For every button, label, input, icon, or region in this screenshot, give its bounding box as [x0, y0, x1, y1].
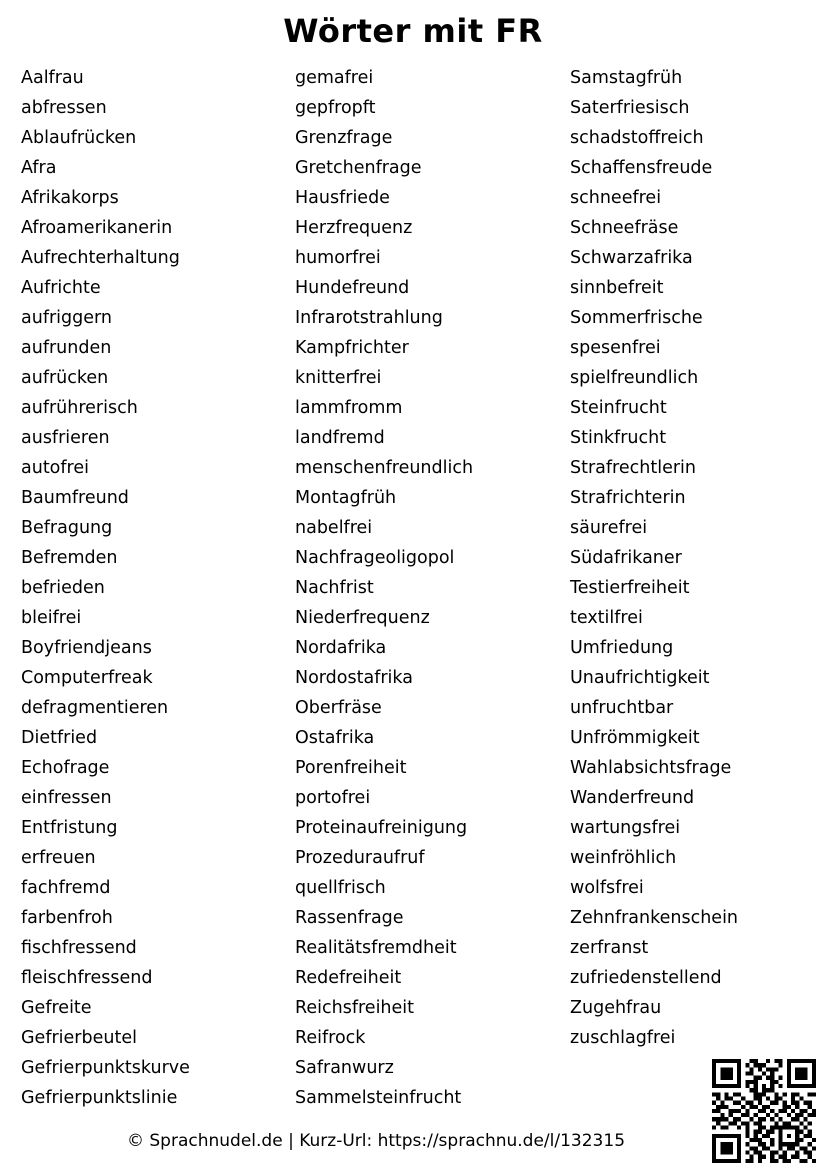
word-item: Schwarzafrika	[570, 248, 693, 268]
word-item: Hausfriede	[295, 188, 390, 208]
word-item: farbenfroh	[21, 908, 113, 928]
word-item: Strafrechtlerin	[570, 458, 696, 478]
word-item: zufriedenstellend	[570, 968, 722, 988]
word-item: zuschlagfrei	[570, 1028, 676, 1048]
page-title: Wörter mit FR	[283, 12, 543, 50]
word-item: Gefrierpunktslinie	[21, 1088, 178, 1108]
word-item: Redefreiheit	[295, 968, 402, 988]
word-item: menschenfreundlich	[295, 458, 474, 478]
word-item: erfreuen	[21, 848, 96, 868]
word-item: quellfrisch	[295, 878, 386, 898]
word-item: Befragung	[21, 518, 113, 538]
word-item: Wahlabsichtsfrage	[570, 758, 732, 778]
word-item: defragmentieren	[21, 698, 169, 718]
word-item: aufrücken	[21, 368, 109, 388]
word-item: Proteinaufreinigung	[295, 818, 468, 838]
word-item: Unfrömmigkeit	[570, 728, 700, 748]
word-item: aufrührerisch	[21, 398, 138, 418]
word-item: wartungsfrei	[570, 818, 681, 838]
word-item: Prozeduraufruf	[295, 848, 425, 868]
word-item: Kampfrichter	[295, 338, 409, 358]
word-item: Steinfrucht	[570, 398, 667, 418]
word-item: Südafrikaner	[570, 548, 682, 568]
word-item: Gretchenfrage	[295, 158, 422, 178]
word-item: sinnbefreit	[570, 278, 664, 298]
word-item: Gefrierbeutel	[21, 1028, 137, 1048]
word-item: zerfranst	[570, 938, 649, 958]
word-item: gemafrei	[295, 68, 374, 88]
word-item: Aalfrau	[21, 68, 84, 88]
word-item: Zehnfrankenschein	[570, 908, 739, 928]
word-item: Rassenfrage	[295, 908, 404, 928]
word-item: Dietfried	[21, 728, 98, 748]
word-column-2	[295, 63, 555, 1113]
word-item: Saterfriesisch	[570, 98, 690, 118]
word-item: weinfröhlich	[570, 848, 677, 868]
word-item: schneefrei	[570, 188, 662, 208]
word-item: Gefrierpunktskurve	[21, 1058, 190, 1078]
word-item: Hundefreund	[295, 278, 410, 298]
word-item: Montagfrüh	[295, 488, 397, 508]
word-item: textilfrei	[570, 608, 643, 628]
word-item: humorfrei	[295, 248, 381, 268]
word-item: fachfremd	[21, 878, 111, 898]
word-item: Umfriedung	[570, 638, 674, 658]
word-item: unfruchtbar	[570, 698, 674, 718]
word-item: Realitätsfremdheit	[295, 938, 457, 958]
word-item: Strafrichterin	[570, 488, 686, 508]
word-item: bleifrei	[21, 608, 82, 628]
page-footer: © Sprachnudel.de | Kurz-Url: https://sprachnu.de/l/132315	[126, 1131, 626, 1151]
word-item: Echofrage	[21, 758, 110, 778]
word-item: Afroamerikanerin	[21, 218, 173, 238]
word-item: schadstoffreich	[570, 128, 704, 148]
word-item: einfressen	[21, 788, 112, 808]
word-item: Zugehfrau	[570, 998, 662, 1018]
word-item: Oberfräse	[295, 698, 382, 718]
word-item: Entfristung	[21, 818, 118, 838]
word-item: Samstagfrüh	[570, 68, 683, 88]
word-item: fischfressend	[21, 938, 137, 958]
word-item: abfressen	[21, 98, 107, 118]
word-item: Nachfrageoligopol	[295, 548, 455, 568]
word-item: spesenfrei	[570, 338, 661, 358]
word-item: Nordostafrika	[295, 668, 413, 688]
word-item: säurefrei	[570, 518, 648, 538]
word-item: Boyfriendjeans	[21, 638, 152, 658]
word-item: Safranwurz	[295, 1058, 394, 1078]
word-item: spielfreundlich	[570, 368, 699, 388]
word-item: Wanderfreund	[570, 788, 695, 808]
word-item: Stinkfrucht	[570, 428, 667, 448]
word-item: Nordafrika	[295, 638, 387, 658]
word-item: aufrunden	[21, 338, 112, 358]
word-item: Computerfreak	[21, 668, 153, 688]
word-item: lammfromm	[295, 398, 403, 418]
word-column-1	[21, 63, 281, 1113]
word-item: Afrikakorps	[21, 188, 119, 208]
word-item: Niederfrequenz	[295, 608, 430, 628]
word-item: Ablaufrücken	[21, 128, 137, 148]
word-item: Unaufrichtigkeit	[570, 668, 710, 688]
word-item: nabelfrei	[295, 518, 373, 538]
word-item: Ostafrika	[295, 728, 375, 748]
word-item: Aufrichte	[21, 278, 101, 298]
word-item: Gefreite	[21, 998, 92, 1018]
word-item: Nachfrist	[295, 578, 374, 598]
word-item: Grenzfrage	[295, 128, 393, 148]
word-item: wolfsfrei	[570, 878, 644, 898]
word-item: Befremden	[21, 548, 118, 568]
word-item: Sommerfrische	[570, 308, 703, 328]
word-item: Herzfrequenz	[295, 218, 413, 238]
word-item: aufriggern	[21, 308, 112, 328]
word-item: Schaffensfreude	[570, 158, 713, 178]
word-item: ausfrieren	[21, 428, 110, 448]
word-item: autofrei	[21, 458, 89, 478]
word-item: Aufrechterhaltung	[21, 248, 180, 268]
word-item: gepfropft	[295, 98, 376, 118]
word-item: Porenfreiheit	[295, 758, 407, 778]
word-item: Sammelsteinfrucht	[295, 1088, 462, 1108]
word-item: Reifrock	[295, 1028, 366, 1048]
word-item: befrieden	[21, 578, 105, 598]
qr-code	[712, 1059, 816, 1163]
word-item: Reichsfreiheit	[295, 998, 415, 1018]
word-item: Infrarotstrahlung	[295, 308, 443, 328]
word-item: portofrei	[295, 788, 371, 808]
word-item: Baumfreund	[21, 488, 129, 508]
word-item: Afra	[21, 158, 57, 178]
word-item: fleischfressend	[21, 968, 153, 988]
word-item: Testierfreiheit	[570, 578, 690, 598]
word-item: Schneefräse	[570, 218, 679, 238]
word-item: landfremd	[295, 428, 385, 448]
word-column-3	[570, 63, 816, 1053]
word-item: knitterfrei	[295, 368, 382, 388]
